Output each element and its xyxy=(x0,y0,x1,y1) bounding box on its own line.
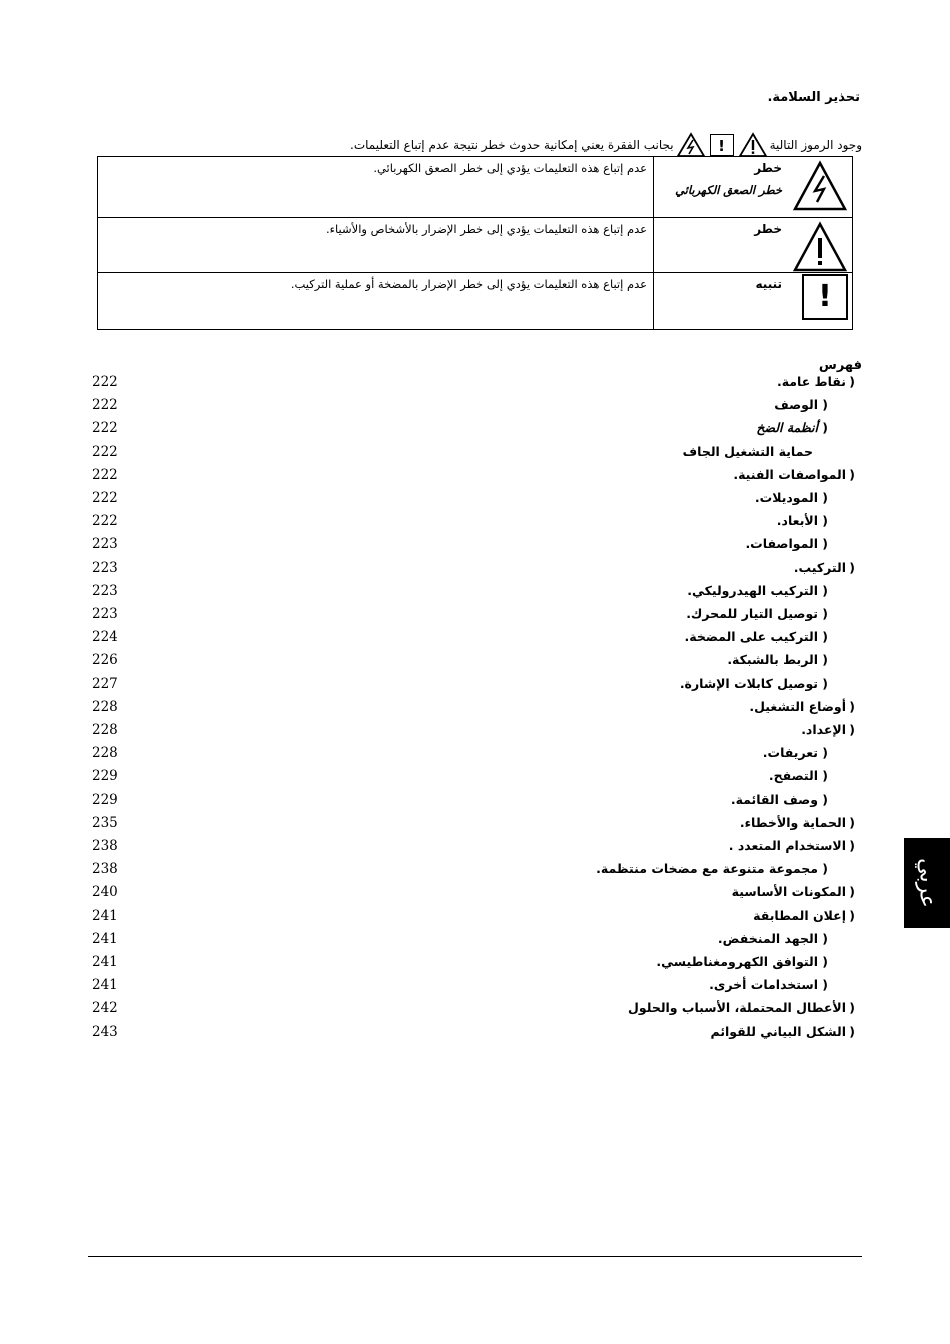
toc-entry xyxy=(0,792,950,814)
toc-entry xyxy=(0,397,950,419)
toc-entry-label: توصيل التيار للمحرك. xyxy=(686,606,818,621)
toc-entry xyxy=(0,838,950,860)
toc-entry-label: تعريفات. xyxy=(762,745,818,761)
safety-intro xyxy=(350,132,862,158)
toc-entry-label: الأعطال المحتملة، الأسباب والحلول xyxy=(628,1000,846,1016)
language-tab xyxy=(904,838,950,928)
toc-bullet: ) xyxy=(822,768,828,784)
toc-page-number: 227 xyxy=(92,675,118,692)
toc-bullet: ) xyxy=(849,838,855,853)
toc-entry-label: مجموعة متنوعة مع مضخات منتظمة. xyxy=(596,861,818,877)
safety-kind: خطر xyxy=(754,222,782,236)
intro-text-before: وجود الرموز التالية xyxy=(769,138,862,152)
toc-bullet: ) xyxy=(822,861,828,877)
toc-entry-label: الأبعاد. xyxy=(776,513,818,529)
lightning-triangle-icon xyxy=(792,160,848,215)
toc-entry xyxy=(0,444,950,466)
toc-page-number: 222 xyxy=(92,397,118,414)
toc-page-number: 226 xyxy=(92,652,118,669)
toc-page-number: 241 xyxy=(92,954,118,970)
toc-bullet: ) xyxy=(849,1023,855,1039)
toc-bullet: ) xyxy=(849,1000,855,1016)
toc-page-number: 238 xyxy=(92,838,118,854)
toc-entry-label: التركيب. xyxy=(793,559,846,575)
toc-page-number: 222 xyxy=(92,374,118,390)
toc-entry xyxy=(0,629,950,651)
toc-page-number: 242 xyxy=(92,1000,118,1017)
toc-entry xyxy=(0,1000,950,1022)
safety-row-danger xyxy=(98,218,853,273)
toc-entry-label: حماية التشغيل الجاف xyxy=(682,443,813,459)
toc-bullet: ) xyxy=(822,954,828,969)
toc-bullet: ) xyxy=(849,698,855,714)
toc-entry xyxy=(0,954,950,976)
toc-page-number: 229 xyxy=(92,791,118,808)
toc-page-number: 223 xyxy=(92,606,118,622)
safety-symbol-cell xyxy=(654,157,853,218)
toc-page-number: 238 xyxy=(92,861,118,878)
toc-entry xyxy=(0,583,950,605)
toc-bullet: ) xyxy=(849,884,855,900)
toc-page-number: 240 xyxy=(92,884,118,901)
toc-entry xyxy=(0,374,950,396)
toc-entry xyxy=(0,513,950,535)
toc-entry xyxy=(0,815,950,837)
safety-kind-sub: خطر الصعق الكهربائي xyxy=(675,183,782,197)
safety-text: عدم إتباع هذه التعليمات يؤدي إلى خطر الإضرار بالأشخاص والأشياء. xyxy=(98,218,654,273)
toc-entry-label: التركيب الهيدروليكي. xyxy=(687,582,818,598)
toc-page-number: 235 xyxy=(92,814,118,831)
exclamation-box-icon: ! xyxy=(802,274,848,320)
toc-entry-label: المواصفات الفنية. xyxy=(733,466,846,482)
toc-bullet: ) xyxy=(822,582,828,598)
toc-entry xyxy=(0,884,950,906)
toc-bullet: ) xyxy=(822,420,828,436)
toc-entry-label: الربط بالشبكة. xyxy=(727,652,818,668)
toc-entry xyxy=(0,560,950,582)
toc-entry xyxy=(0,699,950,721)
toc-entry xyxy=(0,676,950,698)
toc-page-number: 222 xyxy=(92,466,118,483)
toc-bullet: ) xyxy=(822,606,828,621)
toc-page-number: 222 xyxy=(92,420,118,437)
toc-entry-label: الوصف xyxy=(774,397,818,413)
toc-entry-label: الحماية والأخطاء. xyxy=(739,814,846,830)
toc-entry-label: الموديلات. xyxy=(754,490,818,505)
language-tab-label: عربي xyxy=(914,858,940,908)
toc-entry xyxy=(0,536,950,558)
safety-kind: خطر xyxy=(754,161,782,175)
footer-rule xyxy=(88,1256,862,1257)
safety-title: تحذير السلامة. xyxy=(767,90,860,105)
toc-entry-label: الاستخدام المتعدد . xyxy=(728,838,846,853)
toc-page-number: 223 xyxy=(92,582,118,599)
toc-entry-label: الجهد المنخفض. xyxy=(717,930,818,946)
toc-bullet: ) xyxy=(822,652,828,668)
toc-entry xyxy=(0,467,950,489)
toc-bullet: ) xyxy=(849,466,855,482)
toc-page-number: 243 xyxy=(92,1023,118,1040)
exclamation-triangle-icon xyxy=(792,221,848,276)
safety-kind: تنبيه xyxy=(755,277,782,291)
toc-entry xyxy=(0,768,950,790)
toc-entry-label: استخدامات أخرى. xyxy=(709,977,818,993)
toc-entry xyxy=(0,490,950,512)
toc-bullet: ) xyxy=(822,513,828,529)
toc-bullet: ) xyxy=(849,722,855,737)
toc-bullet: ) xyxy=(822,791,828,807)
safety-symbol-cell xyxy=(654,273,853,330)
safety-text: عدم إتباع هذه التعليمات يؤدي إلى خطر الإضرار بالمضخة أو عملية التركيب. xyxy=(98,273,654,330)
toc-bullet: ) xyxy=(822,536,828,552)
toc-bullet: ) xyxy=(822,977,828,993)
toc-entry-label: الشكل البياني للقوائم xyxy=(710,1023,846,1039)
toc-page-number: 241 xyxy=(92,977,118,994)
toc-bullet: ) xyxy=(822,397,828,413)
toc-entry xyxy=(0,1024,950,1046)
toc-entry xyxy=(0,606,950,628)
toc-entry xyxy=(0,908,950,930)
toc-entry xyxy=(0,722,950,744)
toc-page-number: 241 xyxy=(92,907,118,924)
safety-text: عدم إتباع هذه التعليمات يؤدي إلى خطر الصعق الكهربائي. xyxy=(98,157,654,218)
intro-text-after: بجانب الفقرة يعني إمكانية حدوث خطر نتيجة عدم إتباع التعليمات. xyxy=(350,138,674,152)
warning-triangle-icon xyxy=(738,132,768,158)
toc-entry-label: المواصفات. xyxy=(745,536,818,552)
toc-entry xyxy=(0,420,950,442)
toc-page-number: 223 xyxy=(92,559,118,576)
toc-bullet: ) xyxy=(822,745,828,761)
toc-page-number: 228 xyxy=(92,745,118,762)
toc-bullet: ) xyxy=(822,930,828,946)
safety-row-electric xyxy=(98,157,853,218)
toc-entry-label: المكونات الأساسية xyxy=(731,884,846,900)
toc-entry-label: نقاط عامة. xyxy=(776,374,846,389)
toc-bullet: ) xyxy=(849,559,855,575)
toc-bullet: ) xyxy=(822,490,828,505)
toc-entry xyxy=(0,977,950,999)
toc-page-number: 222 xyxy=(92,513,118,530)
toc-bullet: ) xyxy=(849,814,855,830)
toc-entry-label: التركيب على المضخة. xyxy=(684,629,818,645)
safety-row-caution xyxy=(98,273,853,330)
toc-page-number: 228 xyxy=(92,722,118,738)
toc-bullet: ) xyxy=(822,629,828,645)
toc-page-number: 241 xyxy=(92,930,118,947)
toc-entry-label: الإعداد. xyxy=(801,722,846,737)
toc-entry xyxy=(0,931,950,953)
toc-page-number: 223 xyxy=(92,536,118,553)
toc-bullet: ) xyxy=(822,675,828,691)
toc-page-number: 222 xyxy=(92,443,118,460)
toc-page-number: 224 xyxy=(92,629,118,646)
toc-page-number: 228 xyxy=(92,698,118,715)
toc-page-number: 229 xyxy=(92,768,118,785)
toc-entry-label: التصفح. xyxy=(768,768,818,784)
safety-table xyxy=(97,156,853,330)
lightning-triangle-icon xyxy=(676,132,706,158)
toc-entry-label: توصيل كابلات الإشارة. xyxy=(679,675,818,691)
toc-entry-label: إعلان المطابقة xyxy=(753,907,846,923)
toc-title: فهرس xyxy=(818,358,862,373)
exclamation-box-icon: ! xyxy=(710,134,734,156)
safety-symbol-cell xyxy=(654,218,853,273)
toc-bullet: ) xyxy=(849,374,855,389)
toc-entry-label: وصف القائمة. xyxy=(730,791,818,807)
toc-entry-label: التوافق الكهرومغناطيسي. xyxy=(656,954,818,969)
toc-entry-label: أوضاع التشغيل. xyxy=(749,698,846,714)
toc-entry xyxy=(0,745,950,767)
toc-page-number: 222 xyxy=(92,490,118,506)
toc-entry xyxy=(0,861,950,883)
toc-entry xyxy=(0,652,950,674)
toc-entry-label: أنظمة الضخ xyxy=(756,420,818,436)
toc-bullet: ) xyxy=(849,907,855,923)
